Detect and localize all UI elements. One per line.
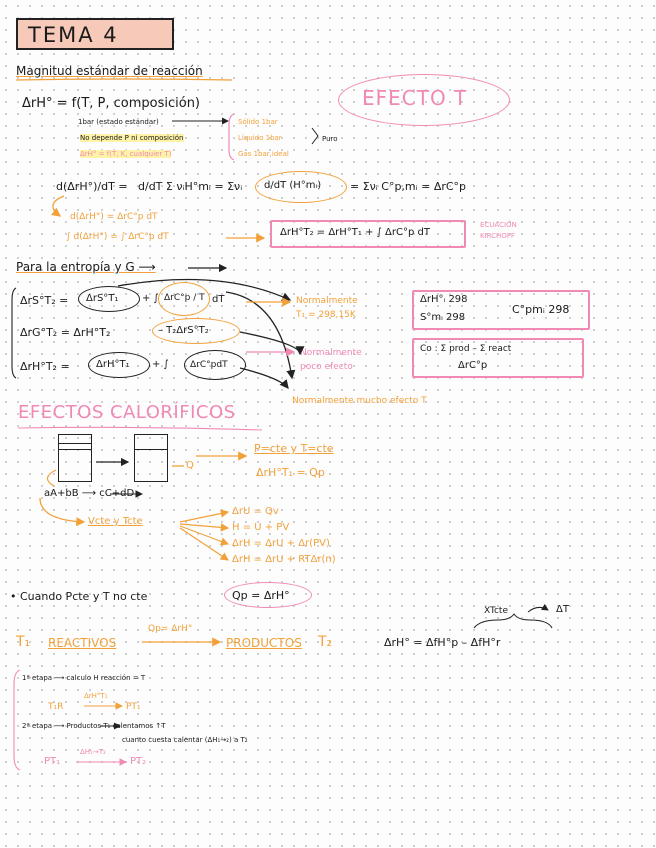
beaker-left bbox=[58, 434, 92, 482]
eq-h-circled: ΔrH°T₁ bbox=[96, 359, 130, 370]
vcte-eq4: ΔrH = ΔrU + RTΔr(n) bbox=[232, 554, 336, 565]
tables-box-l1: ΔrH°ᵢ 298 bbox=[420, 294, 468, 305]
note-1bar: 1bar (estado estándar) bbox=[78, 118, 159, 126]
etapa-3-left: PT₁ bbox=[44, 756, 61, 767]
deriv-circled-term: d/dT (H°mᵢ) bbox=[264, 180, 322, 191]
section-subtitle: Magnitud estándar de reacción bbox=[16, 64, 203, 78]
etapa-2b: cuanto cuesta calentar (ΔH₁→₂) a T₂ bbox=[122, 736, 248, 744]
eq-s-circled: ΔrS°T₁ bbox=[86, 293, 119, 304]
reactivos-label: REACTIVOS bbox=[48, 636, 117, 650]
eq-s-dt: dT bbox=[212, 294, 225, 305]
tables-box-l2: S°mᵢ 298 bbox=[420, 312, 466, 323]
side-note-3: Normalmente mucho efecto T bbox=[292, 396, 427, 406]
state-liquido: Líquido 1bar bbox=[238, 134, 282, 142]
kirchoff-label: ECUACIÓN KIRCHOFF bbox=[480, 221, 517, 240]
cp-box-l2: ΔrC°p bbox=[458, 360, 488, 371]
beaker-right bbox=[134, 434, 168, 482]
efecto-t-label: EFECTO T bbox=[362, 86, 468, 110]
prod-t2: T₂ bbox=[318, 634, 333, 650]
kirchoff-equation: ΔrH°T₂ = ΔrH°T₁ + ∫ ΔrC°p dT bbox=[280, 227, 430, 238]
reaction-equation: aA+bB ⟶ cC+dD bbox=[44, 488, 135, 499]
cp-box-l1: Cᴏ : Σ prod – Σ react bbox=[420, 344, 512, 354]
heat-q-label: Q bbox=[186, 460, 194, 471]
eq-g-lhs: ΔrG°T₂ = ΔrH°T₂ bbox=[20, 326, 111, 339]
xtcte-label: XTcte bbox=[484, 606, 508, 616]
eq-h-mid: + ∫ bbox=[152, 359, 169, 370]
page-title: TEMA 4 bbox=[16, 18, 174, 50]
etapa-1-arrow: ΔrH°T₁ bbox=[84, 692, 108, 700]
tables-box-right: C°pmᵢ 298 bbox=[512, 303, 570, 316]
eq-s-oval-term: ΔrC°p / T bbox=[164, 293, 205, 303]
etapa-1-left: T₁R bbox=[48, 702, 64, 712]
vcte-eq2: H = U + PV bbox=[232, 522, 290, 533]
cuando-oval-term: Qp = ΔrH° bbox=[232, 589, 290, 602]
etapa-3-arrow: ΔH₁→T₂ bbox=[80, 748, 106, 756]
eq-s-lhs: ΔrS°T₂ = bbox=[20, 294, 69, 307]
state-gas: Gas 1bar,ideal bbox=[238, 150, 289, 158]
integration-line1: d(ΔrH°) = ΔrC°p dT bbox=[70, 212, 158, 222]
side-note-2b: poco efecto bbox=[300, 362, 353, 372]
side-note-1a: Normalmente bbox=[296, 296, 358, 306]
side-note-1b: T₁ = 298,15K bbox=[296, 310, 356, 320]
state-solido: Sólido 1bar bbox=[238, 118, 278, 126]
pcte-equation: ΔrH°T₁ = Qp bbox=[256, 466, 325, 479]
etapa-2: 2ª etapa ⟶ Productos T₁ calentamos ↑T bbox=[22, 722, 166, 730]
deriv-rhs: = Σνᵢ C°p,mᵢ = ΔrC°p bbox=[350, 180, 467, 193]
pcte-label: P=cte y T=cte bbox=[254, 442, 334, 455]
note-funcion-t: ΔrH° = f(T, K, cualquier T) bbox=[80, 150, 172, 158]
vcte-eq1: ΔrU = Qv bbox=[232, 506, 279, 517]
formula-formacion: ΔrH° = ΔfH°p – ΔfH°r bbox=[384, 636, 501, 649]
definition-formula: ΔrH° = f(T, P, composición) bbox=[22, 96, 201, 111]
react-t1: T₁ bbox=[16, 634, 31, 650]
cuando-text: • Cuando Pcte y T no cte bbox=[10, 590, 148, 603]
side-note-2a: Normalmente bbox=[300, 348, 362, 358]
section-calorificos: EFECTOS CALORÍFICOS bbox=[18, 402, 236, 423]
eq-g-oval-term: – T₂ΔrS°T₂ bbox=[158, 325, 209, 336]
eq-s-plus: + ∫ bbox=[142, 293, 159, 304]
etapa-1-right: PT₁ bbox=[126, 702, 141, 712]
vcte-eq3: ΔrH = ΔrU + Δr(PV) bbox=[232, 538, 330, 549]
react-arrow-label: Qp= ΔrH° bbox=[148, 624, 193, 634]
etapa-1: 1ª etapa ⟶ calculo H reacción = T bbox=[22, 674, 146, 682]
eq-h-oval-term: ΔrC°pdT bbox=[190, 360, 228, 370]
integration-line2: ∫ d(ΔrH°) = ∫ ΔrC°p dT bbox=[66, 232, 169, 242]
deriv-lhs: d(ΔrH°)/dT = bbox=[56, 180, 128, 193]
delta-t-label: ΔT bbox=[556, 604, 569, 615]
section-entropia: Para la entropía y G ⟶ bbox=[16, 260, 156, 274]
vcte-label: Vcte y Tcte bbox=[88, 516, 143, 527]
note-no-depende: No depende P ni composición bbox=[80, 134, 184, 142]
eq-h-lhs: ΔrH°T₂ = bbox=[20, 360, 70, 373]
productos-label: PRODUCTOS bbox=[226, 636, 302, 650]
deriv-mid: d/dT Σ νᵢH°mᵢ = Σνᵢ bbox=[138, 180, 243, 193]
etapa-3-right: PT₂ bbox=[130, 756, 147, 767]
state-puro: Puro bbox=[322, 135, 338, 143]
